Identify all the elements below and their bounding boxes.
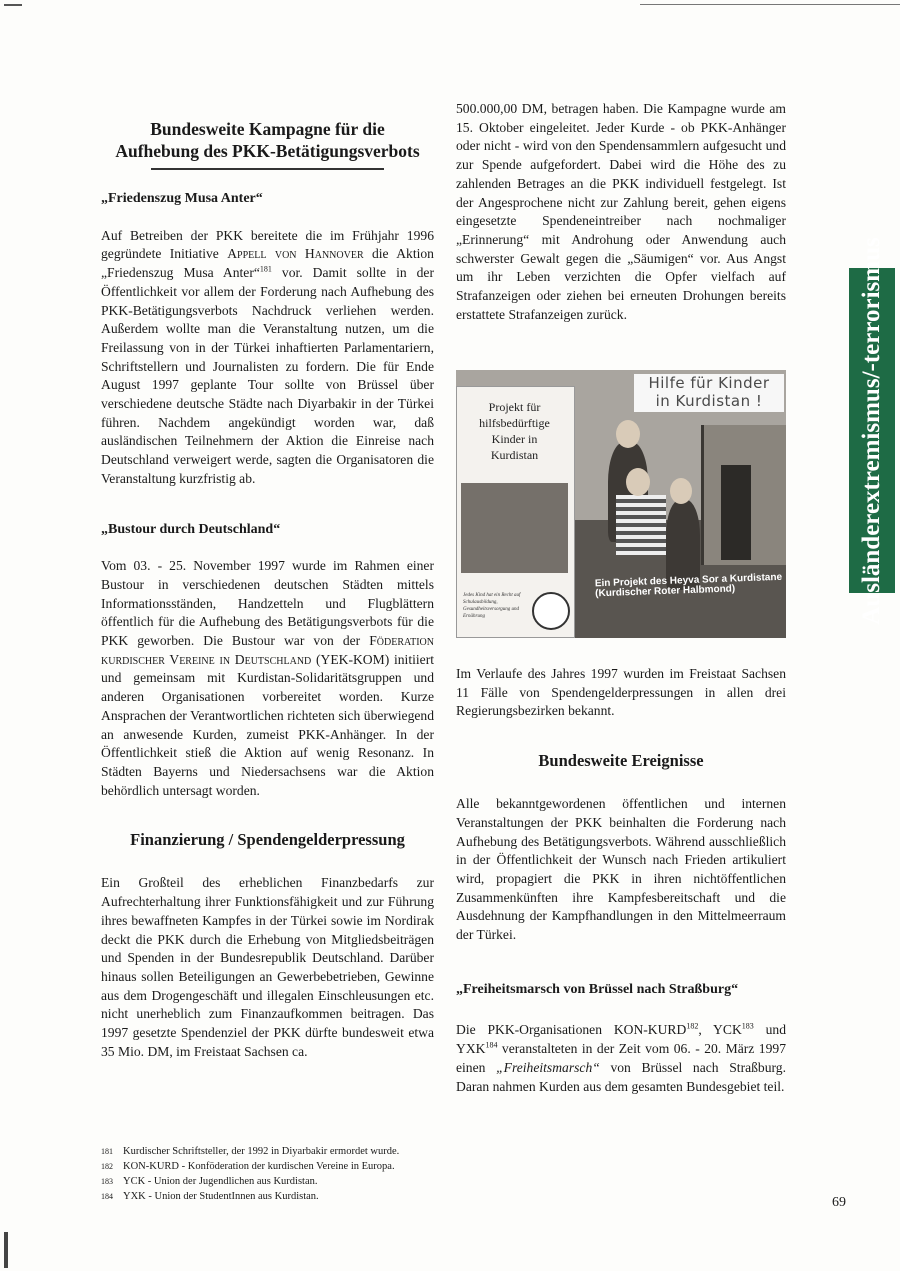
chapter-side-tab-label: Ausländerextremismus/-terrorismus — [858, 236, 885, 625]
page-top-rule — [640, 4, 900, 5]
flyer-title: Projekt für hilfsbedürftige Kinder in Kurdistan — [479, 400, 550, 462]
paragraph-spenden: 500.000,00 DM, betragen haben. Die Kampagne wurde am 15. Oktober eingeleitet. Jeder Kurde - ob PKK-Anhänger oder nicht - wird von den Spendensammlern aufgesucht und zur Spende aufgefordert. Dabei wird die Höhe des zu zahlenden Betrages an die PKK individuell festgelegt. Ist der Angesprochene nicht zur Zahlung bereit, gehen eigens eingesetzte Spendeneintreiber nach nochmaliger „Erinnerung“ mit Androhung oder Anwendung auch schwerster Gewalt gegen die „Säumigen“ vor. Aus Angst um ihr Leben verzichten die Opfer vielfach auf Strafanzeigen oder ziehen bei erneuten Drohungen bereits erstattete Strafanzeigen zurück. — [456, 101, 786, 322]
page-number: 69 — [832, 1195, 846, 1210]
footnote-183: 183 YCK - Union der Jugendlichen aus Kurdistan. — [101, 1176, 318, 1187]
banner-line-2: in Kurdistan ! — [655, 392, 763, 410]
paragraph-finanzierung: Ein Großteil des erheblichen Finanzbedarfs zur Aufrechterhaltung ihrer Funktionsfähigkeit und zur Führung ihres bewaffneten Kampfes in der Türkei sowie im Nordirak deckt die PKK durch die Erhebung von Mitgliedsbeiträgen und Spenden in der Bundesrepublik Deutschland. Darüber hinaus sollen Beteiligungen an Gewerbebetrieben, Gewinne aus dem Drogengeschäft und illegalen Einschleusungen etc. nicht unerheblich zum Finanzaufkommen beitragen. Das 1997 gesetzte Spendenziel der PKK dürfte bundesweit etwa 35 Mio. DM, im Freistaat Sachsen ca. — [101, 875, 434, 1059]
flyer-photo — [461, 483, 568, 573]
paragraph-freiheitsmarsch: Die PKK-Organisationen KON-KURD$^{182}$, YCK$^{183}$ und YXK$^{184}$ veranstalteten in der Zeit vom 06. - 20. März 1997 einen „Freiheitsmarsch“ von Brüssel nach Straßburg. Daran nahmen Kurden aus dem gesamten Bundesgebiet teil. — [456, 1021, 786, 1094]
heading-finanzierung: Finanzierung / Spendengelderpressung — [130, 830, 405, 850]
subheading-friedenszug: „Friedenszug Musa Anter“ — [101, 191, 263, 206]
child-figure — [616, 495, 666, 555]
footnote-ref-183: 183 — [741, 1021, 754, 1031]
poster-banner — [634, 374, 784, 412]
poster-photo — [456, 370, 786, 638]
subheading-bustour: „Bustour durch Deutschland“ — [101, 521, 281, 537]
banner-line-1: Hilfe für Kinder — [648, 374, 770, 392]
flyer-fine-print: Jedes Kind hat ein Recht auf Schulausbildung, Gesundheitsversorgung und Ernährung — [463, 593, 521, 619]
project-flyer — [456, 386, 575, 638]
org-name-appell: Appell von Hannover — [227, 246, 364, 262]
footnote-184: 184 YXK - Union der StudentInnen aus Kurdistan. — [101, 1191, 319, 1202]
subheading-freiheitsmarsch: „Freiheitsmarsch von Brüssel nach Straßburg“ — [456, 981, 739, 997]
paragraph-friedenszug: Auf Betreiben der PKK bereitete die im Frühjahr 1996 gegründete Initiative Appell von Hannover die Aktion „Friedenszug Musa Anter“$^{181}$ vor. Damit sollte in der Öffentlichkeit vor allem der Forderung nach Aufhebung des PKK-Betätigungsverbots Nachdruck verliehen werden. Außerdem wollte man die Veranstaltung nutzen, um die Freilassung von in der Türkei inhaftierten Parlamentariern, Schriftstellern und Journalisten zu fordern. Die für Ende August 1997 geplante Tour sollte von Brüssel über verschiedene deutsche Städte nach Diyarbakir in der Türkei führen. Nachdem angekündigt worden war, daß ausländischen Teilnehmern der Aktion die Einreise nach Deutschland verweigert werde, sagten die Organisatoren die Veranstaltung kurzfristig ab. — [101, 227, 434, 486]
org-name-foederation: Föderation kurdischer Vereine in Deutschland — [101, 633, 434, 667]
poster-caption: Ein Projekt des Heyva Sor a Kurdistane (Kurdischer Roter Halbmond) — [594, 571, 783, 600]
chapter-side-tab — [849, 236, 895, 625]
right-column — [456, 100, 786, 324]
campaign-heading-line-1: Bundesweite Kampagne für die — [150, 119, 385, 139]
footnote-ref-184: 184 — [485, 1040, 498, 1050]
heading-rule — [151, 168, 384, 170]
footnote-181: 181 Kurdischer Schriftsteller, der 1992 in Diyarbakir ermordet wurde. — [101, 1146, 400, 1157]
freiheitsmarsch-term: „Freiheitsmarsch“ — [496, 1059, 600, 1075]
crescent-logo — [532, 592, 570, 630]
paragraph-sachsen-faelle: Im Verlaufe des Jahres 1997 wurden im Freistaat Sachsen 11 Fälle von Spendengelderpressungen in allen drei Regierungsbezirken bekannt. — [456, 666, 786, 719]
paragraph-bustour: Vom 03. - 25. November 1997 wurde im Rahmen einer Bustour in verschiedenen deutschen Städten mittels Informationsständen, Handzetteln und Flugblättern öffentlich für die Aufhebung des Betätigungsverbots für die PKK geworben. Die Bustour war von der Föderation kurdischer Vereine in Deutschland (YEK-KOM) initiiert und gemeinsam mit Kurdistan-Solidaritätsgruppen und anderen Organisationen vorbereitet worden. Kurze Ansprachen der Verantwortlichen richteten sich überwiegend an anwesende Kurden, zumeist PKK-Anhänger. In der Öffentlichkeit stieß die Aktion auf wenig Resonanz. In Städten Bayerns und Niedersachsens war die Aktion behördlich untersagt worden. — [101, 558, 434, 798]
heading-ereignisse: Bundesweite Ereignisse — [538, 751, 704, 771]
footnotes — [101, 1144, 521, 1204]
right-column-lower — [456, 665, 786, 1096]
scan-edge-mark — [4, 1232, 8, 1268]
footnote-ref-181: 181 — [259, 264, 272, 274]
left-column — [101, 100, 434, 1061]
paragraph-ereignisse: Alle bekanntgewordenen öffentlichen und internen Veranstaltungen der PKK beinhalten die Forderung nach Aufhebung des Betätigungsverbots. Während ausschließlich in der Öffentlichkeit der Wunsch nach Frieden artikuliert wird, propagiert die PKK in ihren nichtöffentlichen Zusammenkünften ihre Kampfesbereitschaft und die Ausdehnung der Kampfhandlungen in den Mittelmeerraum der Türkei. — [456, 796, 786, 943]
page-corner-mark — [4, 4, 22, 16]
footnote-182: 182 KON-KURD - Konföderation der kurdischen Vereine in Europa. — [101, 1161, 395, 1172]
footnote-ref-182: 182 — [686, 1021, 699, 1031]
campaign-heading-line-2: Aufhebung des PKK-Betätigungsverbots — [115, 141, 420, 161]
